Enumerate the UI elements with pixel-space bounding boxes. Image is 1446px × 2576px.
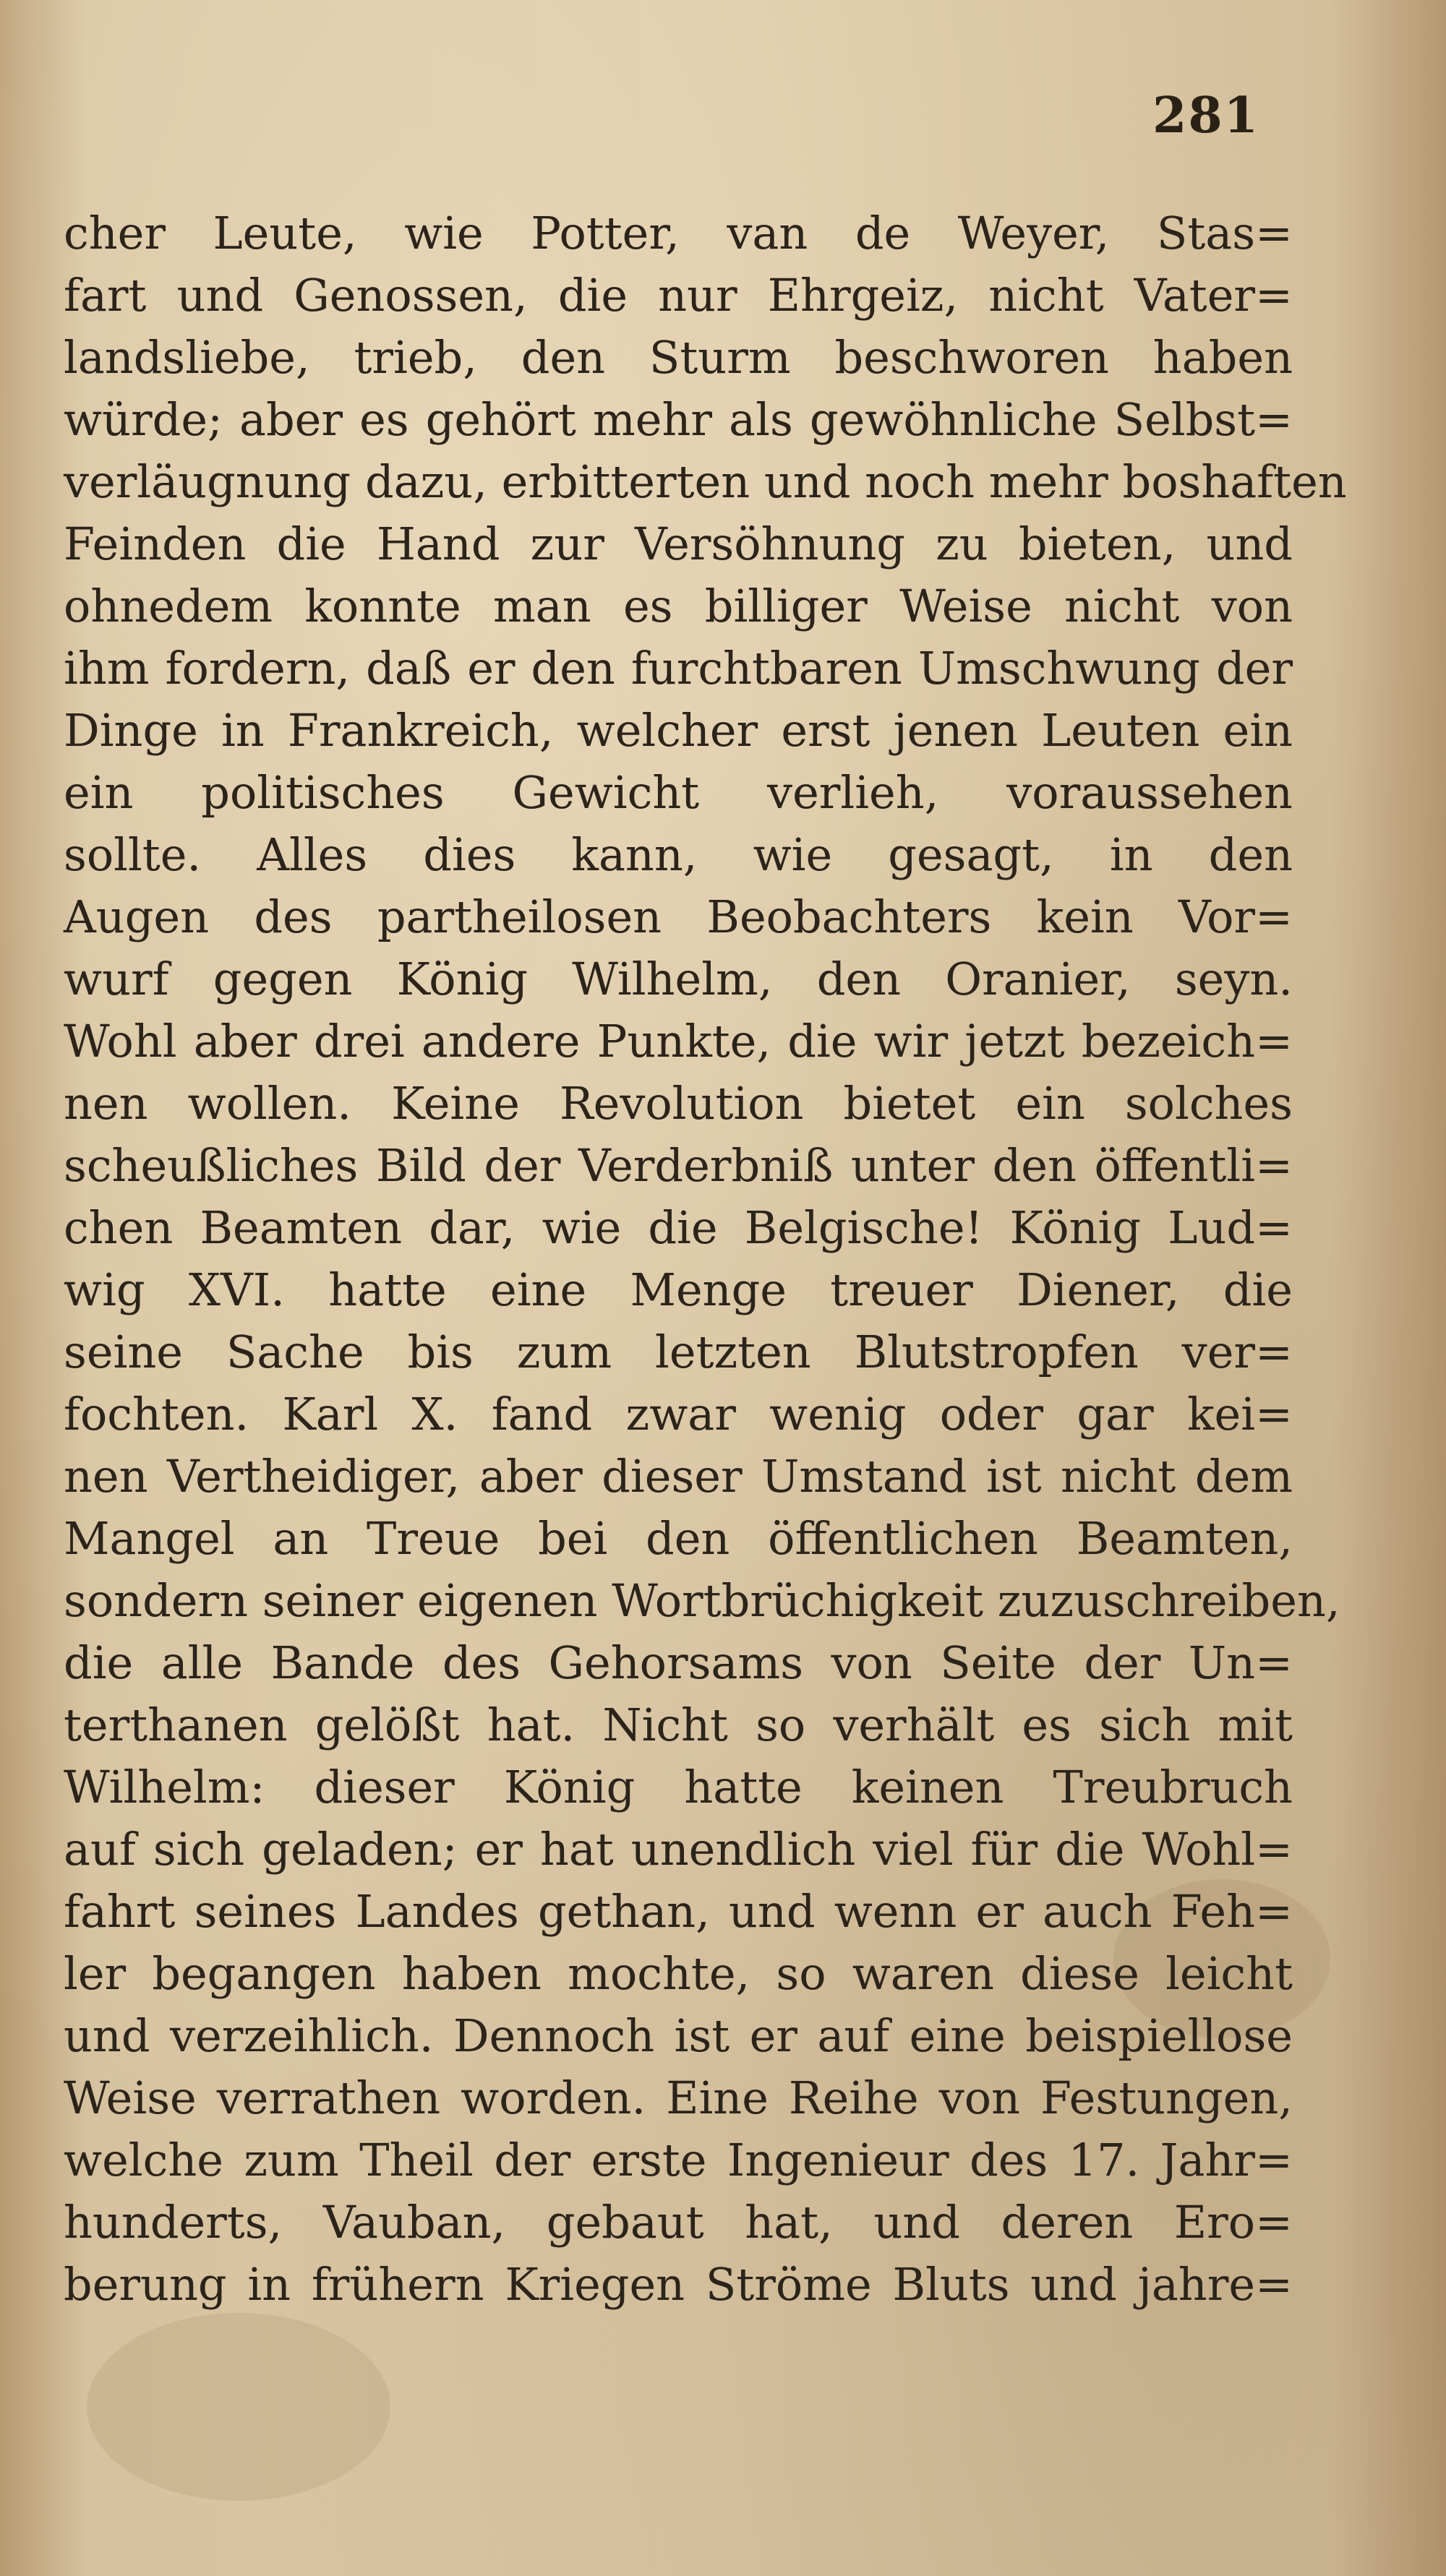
- text-line: nen wollen. Keine Revolution bietet ein solches: [64, 1077, 1293, 1130]
- text-line: hunderts, Vauban, gebaut hat, und deren Ero=: [64, 2196, 1293, 2249]
- text-line: die alle Bande des Gehorsams von Seite der Un=: [64, 1636, 1293, 1689]
- text-body: [64, 202, 1347, 2316]
- text-line: Feinden die Hand zur Versöhnung zu bieten, und: [64, 518, 1293, 570]
- text-line: auf sich geladen; er hat unendlich viel für die Wohl=: [64, 1823, 1293, 1876]
- text-line: Wohl aber drei andere Punkte, die wir jetzt bezeich=: [64, 1015, 1293, 1068]
- text-line: Wilhelm: dieser König hatte keinen Treubruch: [64, 1761, 1293, 1813]
- text-line: sondern seiner eigenen Wortbrüchigkeit zuzuschreiben,: [64, 1574, 1340, 1627]
- text-line: sollte. Alles dies kann, wie gesagt, in den: [64, 828, 1293, 881]
- text-line: und verzeihlich. Dennoch ist er auf eine beispiellose: [64, 2009, 1293, 2062]
- text-line: ler begangen haben mochte, so waren diese leicht: [64, 1947, 1293, 2000]
- text-line: fart und Genossen, die nur Ehrgeiz, nicht Vater=: [64, 269, 1293, 322]
- text-line: ein politisches Gewicht verlieh, voraussehen: [64, 766, 1293, 819]
- text-line: wig XVI. hatte eine Menge treuer Diener, die: [64, 1263, 1293, 1316]
- text-line: wurf gegen König Wilhelm, den Oranier, seyn.: [64, 953, 1293, 1005]
- text-line: chen Beamten dar, wie die Belgische! König Lud=: [64, 1201, 1293, 1254]
- paper-stain: [87, 2313, 390, 2501]
- text-line: ihm fordern, daß er den furchtbaren Umschwung der: [64, 642, 1293, 695]
- text-line: cher Leute, wie Potter, van de Weyer, Stas=: [64, 207, 1293, 259]
- page-number: 281: [1152, 87, 1259, 145]
- text-line: scheußliches Bild der Verderbniß unter den öffentli=: [64, 1139, 1293, 1192]
- text-line: verläugnung dazu, erbitterten und noch mehr boshaften: [64, 455, 1347, 508]
- text-line: Weise verrathen worden. Eine Reihe von Festungen,: [64, 2071, 1293, 2124]
- text-line: welche zum Theil der erste Ingenieur des 17. Jahr=: [64, 2134, 1293, 2186]
- text-line: terthanen gelößt hat. Nicht so verhält es sich mit: [64, 1699, 1293, 1751]
- text-line: Mangel an Treue bei den öffentlichen Beamten,: [64, 1512, 1293, 1565]
- text-line: seine Sache bis zum letzten Blutstropfen ver=: [64, 1326, 1293, 1378]
- text-line: fochten. Karl X. fand zwar wenig oder gar kei=: [64, 1388, 1293, 1441]
- text-line: Dinge in Frankreich, welcher erst jenen Leuten ein: [64, 704, 1293, 757]
- text-line: landsliebe, trieb, den Sturm beschworen haben: [64, 331, 1293, 384]
- text-line: nen Vertheidiger, aber dieser Umstand ist nicht dem: [64, 1450, 1293, 1503]
- text-line: berung in frühern Kriegen Ströme Bluts und jahre=: [64, 2258, 1293, 2311]
- text-line: würde; aber es gehört mehr als gewöhnliche Selbst=: [64, 393, 1293, 446]
- text-line: ohnedem konnte man es billiger Weise nicht von: [64, 580, 1293, 632]
- text-line: Augen des partheilosen Beobachters kein Vor=: [64, 890, 1293, 943]
- text-line: fahrt seines Landes gethan, und wenn er auch Feh=: [64, 1885, 1293, 1938]
